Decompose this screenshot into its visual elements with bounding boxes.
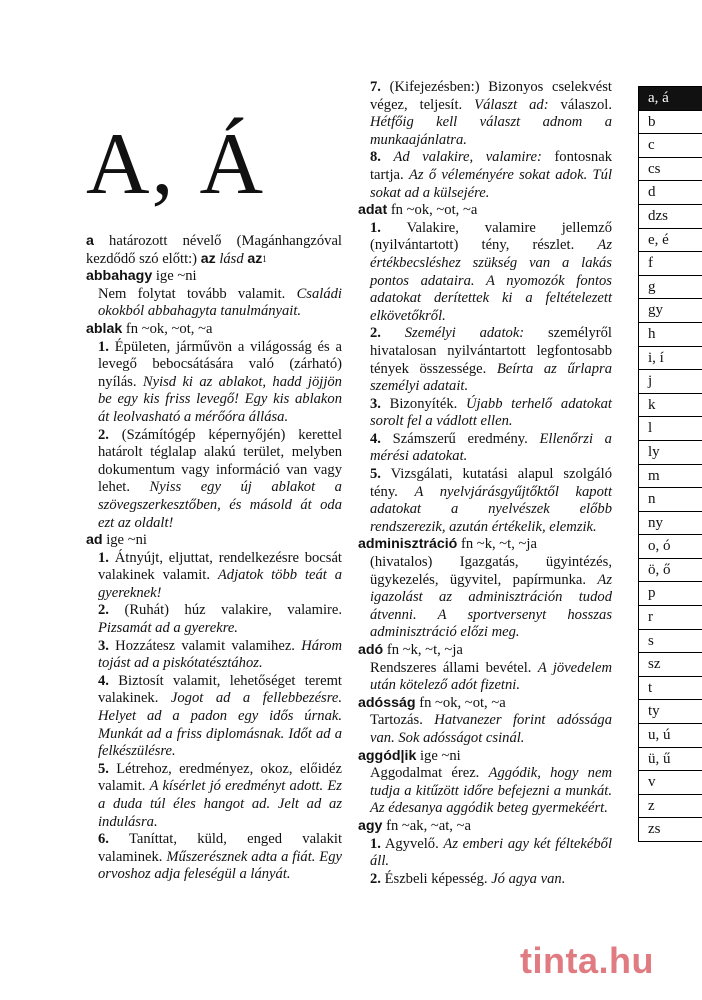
sense <box>370 431 612 466</box>
sense <box>98 831 342 884</box>
section-letter-heading: A, Á <box>86 116 266 213</box>
sense <box>98 673 342 761</box>
definition-text: Épületen, járművön a világosság és a levegő bebocsátására való (zárható) nyílás. <box>98 338 342 390</box>
definition-text: (Ruhát) húz valakire, valamire. <box>108 602 342 619</box>
dictionary-entry <box>358 642 612 695</box>
example-text: Jogot ad a fellebbezésre. Helyet ad a padon egy idős úrnak. Munkát ad a friss diplomásnak. Időt ad a felkészülésre. <box>98 690 342 760</box>
index-tab-7[interactable]: e, é <box>639 229 702 253</box>
index-tab-13[interactable]: j <box>639 370 702 394</box>
cross-reference-label: lásd <box>215 250 248 267</box>
entry-body <box>98 550 342 884</box>
definition-text: (Számítógép képernyőjén) kerettel határolt téglalap alakú terület, melyben dokumentum vagy információ van vagy lehet. <box>98 426 342 496</box>
definition-text: Rendszeres állami bevétel. <box>370 659 538 676</box>
sense <box>370 836 612 871</box>
sense-number: 2. <box>370 325 381 342</box>
definition-text: Taníttat, küld, enged valakit valaminek. <box>98 831 342 865</box>
sense-number: 1. <box>98 549 109 566</box>
index-tab-24[interactable]: s <box>639 630 702 654</box>
definition-text: fontosnak tartja. <box>370 149 612 183</box>
definition-text: válaszol. <box>548 96 613 113</box>
definition-text: (Kifejezésben:) Bizonyos cselekvést végez, teljesít. <box>370 79 612 113</box>
alphabet-index <box>638 86 702 842</box>
index-tab-28[interactable]: u, ú <box>639 724 702 748</box>
sense-number: 2. <box>98 426 109 443</box>
index-tab-6[interactable]: dzs <box>639 205 702 229</box>
definition-text: határozott névelő (Magánhangzóval kezdődő szó előtt:) <box>86 233 342 267</box>
dictionary-entry <box>358 202 612 536</box>
index-tab-2[interactable]: b <box>639 111 702 135</box>
definition-text: Hozzátesz valamit valamihez. <box>108 637 302 654</box>
dictionary-entry <box>86 233 342 268</box>
index-tab-4[interactable]: cs <box>639 158 702 182</box>
homonym-number: 1 <box>262 253 267 264</box>
entry-head <box>358 748 612 766</box>
right-column <box>358 79 612 888</box>
sense-number: 1. <box>98 338 109 355</box>
index-tab-26[interactable]: t <box>639 677 702 701</box>
index-tab-9[interactable]: g <box>639 276 702 300</box>
example-text: Pizsamát ad a gyerekre. <box>98 620 238 637</box>
grammar-info: fn ~ok, ~ot, ~a <box>415 694 506 711</box>
index-tab-1[interactable]: a, á <box>639 87 702 111</box>
headword: adó <box>358 642 384 658</box>
definition-text: személyről hivatalosan nyilvántartott legfontosabb tények összessége. <box>370 325 612 377</box>
example-text: Nyiss egy új ablakot a szövegszerkesztőben, és másold át oda ezt az oldalt! <box>98 479 342 531</box>
sense <box>98 602 342 637</box>
index-tab-23[interactable]: r <box>639 606 702 630</box>
definition-text: Nem folytat tovább valamit. <box>98 285 297 302</box>
entry-head <box>358 818 612 836</box>
index-tab-14[interactable]: k <box>639 394 702 418</box>
entry-body <box>370 79 612 202</box>
headword: ad <box>86 532 103 549</box>
index-tab-12[interactable]: i, í <box>639 347 702 371</box>
example-text: Újabb terhelő adatokat sorolt fel a vádlott ellen. <box>370 395 612 430</box>
index-tab-8[interactable]: f <box>639 252 702 276</box>
dictionary-entry <box>358 79 612 202</box>
example-text: Hatvanezer forint adóssága van. Sok adósságot csinál. <box>370 712 612 746</box>
variant-headword: az <box>200 250 216 267</box>
dictionary-entry <box>86 532 342 884</box>
headword: ablak <box>86 320 123 337</box>
sense <box>370 554 612 642</box>
definition-text: Valakire, valamire jellemző (nyilvántartott) tény, részlet. <box>370 219 612 254</box>
index-tab-10[interactable]: gy <box>639 299 702 323</box>
entry-head <box>358 695 612 713</box>
example-text: Ellenőrzi a mérési adatokat. <box>370 430 612 465</box>
dictionary-entry <box>86 268 342 321</box>
index-tab-25[interactable]: sz <box>639 653 702 677</box>
sense <box>370 660 612 695</box>
sense <box>370 765 612 818</box>
grammar-info: ige ~ni <box>416 747 461 764</box>
definition-text: Tartozás. <box>370 712 435 729</box>
entry-head <box>86 233 342 268</box>
dictionary-entry <box>86 321 342 532</box>
example-text: Ad valakire, valamire: <box>393 149 542 166</box>
grammar-info: fn ~k, ~t, ~ja <box>457 536 537 553</box>
entry-body <box>98 286 342 321</box>
grammar-info: fn ~ak, ~at, ~a <box>382 817 471 834</box>
example-text: Hétfőig kell választ adnom a munkaajánlatra. <box>370 114 612 148</box>
sense-number: 5. <box>98 760 109 777</box>
sense <box>370 79 612 149</box>
example-text: Műszerésznek adta a fiát. Egy orvoshoz adja feleségül a lányát. <box>98 848 342 883</box>
entry-body <box>370 836 612 889</box>
sense <box>98 427 342 533</box>
sense-number: 2. <box>98 602 109 619</box>
example-text: Három tojást ad a piskótatésztához. <box>98 637 342 672</box>
entry-body <box>370 765 612 818</box>
entry-body <box>98 339 342 533</box>
index-tab-31[interactable]: z <box>639 795 702 819</box>
sense <box>370 871 612 889</box>
entry-head <box>86 532 342 550</box>
sense-number: 1. <box>370 835 381 852</box>
sense-number: 4. <box>98 672 109 689</box>
example-text: A jövedelem után kötelező adót fizetni. <box>370 659 613 694</box>
definition-text: Átnyújt, eljuttat, rendelkezésre bocsát valakinek valamit. <box>98 549 342 584</box>
entry-body <box>370 220 612 537</box>
headword: abbahagy <box>86 268 153 285</box>
example-text: Beírta az űrlapra személyi adatait. <box>370 360 612 395</box>
definition-text: Létrehoz, eredményez, okoz, előidéz valamit. <box>98 760 342 795</box>
index-tab-11[interactable]: h <box>639 323 702 347</box>
headword: aggód|ik <box>358 747 417 764</box>
publisher-watermark: tinta.hu <box>520 940 654 981</box>
sense <box>370 466 612 536</box>
grammar-info: ige ~ni <box>102 532 147 549</box>
left-column <box>86 233 342 884</box>
sense <box>98 638 342 673</box>
index-tab-30[interactable]: v <box>639 771 702 795</box>
index-tab-21[interactable]: ö, ő <box>639 559 702 583</box>
example-text: A kísérlet jó eredményt adott. Ez a duda túl éles hangot ad. Jelt ad az indulásra. <box>98 778 342 830</box>
definition-text: (hivatalos) Igazgatás, ügyintézés, ügykezelés, ügyvitel, papírmunka. <box>370 554 612 588</box>
example-text: Választ ad: <box>474 96 549 113</box>
headword: adat <box>358 202 388 219</box>
definition-text: Észbeli képesség. <box>380 870 492 887</box>
dictionary-entry <box>358 695 612 748</box>
index-tab-16[interactable]: ly <box>639 441 702 465</box>
headword: adminisztráció <box>358 536 458 553</box>
entry-head <box>358 536 612 554</box>
sense-number: 3. <box>98 637 109 654</box>
entry-body <box>370 660 612 695</box>
index-tab-18[interactable]: n <box>639 488 702 512</box>
definition-text <box>381 325 405 341</box>
example-text: Az értékbecsléshez szükség van a lakás pontos adataira. A nyomozók fontos adatokat derítettek ki a feltételezett elkövetőkről. <box>370 237 612 324</box>
index-tab-19[interactable]: ny <box>639 512 702 536</box>
example-text: Jó agya van. <box>491 870 566 887</box>
headword: a <box>86 233 94 249</box>
index-tab-17[interactable]: m <box>639 465 702 489</box>
sense <box>98 761 342 831</box>
definition-text: Agyvelő. <box>380 835 444 852</box>
definition-text: Számszerű eredmény. <box>380 430 540 447</box>
definition-text <box>381 149 394 165</box>
grammar-info: fn ~k, ~t, ~ja <box>383 642 463 658</box>
sense <box>370 220 612 326</box>
sense <box>98 286 342 321</box>
sense-number: 7. <box>370 79 381 95</box>
sense-number: 5. <box>370 466 381 483</box>
example-text: Az ő véleményére sokat adok. Túl sokat ad a külsejére. <box>370 166 612 201</box>
headword: adósság <box>358 694 416 711</box>
headword: agy <box>358 817 383 834</box>
definition-text: Bizonyíték. <box>380 395 466 412</box>
sense-number: 1. <box>370 219 381 236</box>
cross-reference-headword: az <box>247 250 263 267</box>
example-text: Aggódik, hogy nem tudja a kitűzött időre befejezni a munkát. Az édesanya aggódik beteg gyermekéért. <box>370 765 612 817</box>
index-tab-3[interactable]: c <box>639 134 702 158</box>
index-tab-5[interactable]: d <box>639 181 702 205</box>
definition-text: Vizsgálati, kutatási alapul szolgáló tény. <box>370 466 612 500</box>
dictionary-entry <box>358 536 612 642</box>
sense-number: 3. <box>370 395 381 412</box>
entry-head <box>86 321 342 339</box>
sense-number: 4. <box>370 430 381 447</box>
index-tab-32[interactable]: zs <box>639 818 702 842</box>
sense-number: 2. <box>370 870 381 887</box>
example-text: Családi okokból abbahagyta tanulmányait. <box>98 285 342 320</box>
entry-body <box>370 554 612 642</box>
dictionary-entry <box>358 748 612 818</box>
entry-head <box>358 642 612 660</box>
index-tab-15[interactable]: l <box>639 417 702 441</box>
entry-body <box>370 712 612 747</box>
example-text: Nyisd ki az ablakot, hadd jöjjön be egy kis friss levegő! Egy kis ablakon át leolvasható a mérőóra állása. <box>98 373 342 425</box>
index-tab-20[interactable]: o, ó <box>639 535 702 559</box>
index-tab-29[interactable]: ü, ű <box>639 748 702 772</box>
dictionary-entry <box>358 818 612 888</box>
sense <box>98 339 342 427</box>
sense <box>370 712 612 747</box>
sense <box>370 149 612 202</box>
grammar-info: fn ~ok, ~ot, ~a <box>122 320 213 337</box>
index-tab-27[interactable]: ty <box>639 700 702 724</box>
example-text: Az emberi agy két féltekéből áll. <box>370 835 613 870</box>
example-text: Az igazolást az adminisztráción tudod átvenni. A sportversenyt hosszas adminisztráció előzi meg. <box>370 571 612 641</box>
grammar-info: ige ~ni <box>152 268 197 285</box>
example-text: A nyelvjárásgyűjtőktől kapott adatokat a nyelvészek előbb rendszerezik, azután értékelik, elemzik. <box>370 483 613 535</box>
sense-number: 8. <box>370 149 381 166</box>
grammar-info: fn ~ok, ~ot, ~a <box>387 202 478 219</box>
index-tab-22[interactable]: p <box>639 582 702 606</box>
sense <box>370 396 612 431</box>
example-text: Adjatok több teát a gyereknek! <box>98 567 342 601</box>
sense <box>98 550 342 603</box>
entry-head <box>358 202 612 220</box>
sense-number: 6. <box>98 831 109 848</box>
sense <box>370 325 612 395</box>
example-text: Személyi adatok: <box>404 325 525 342</box>
entry-head <box>86 268 342 286</box>
definition-text: Aggodalmat érez. <box>370 765 489 782</box>
definition-text: Biztosít valamit, lehetőséget teremt valakinek. <box>98 672 342 707</box>
